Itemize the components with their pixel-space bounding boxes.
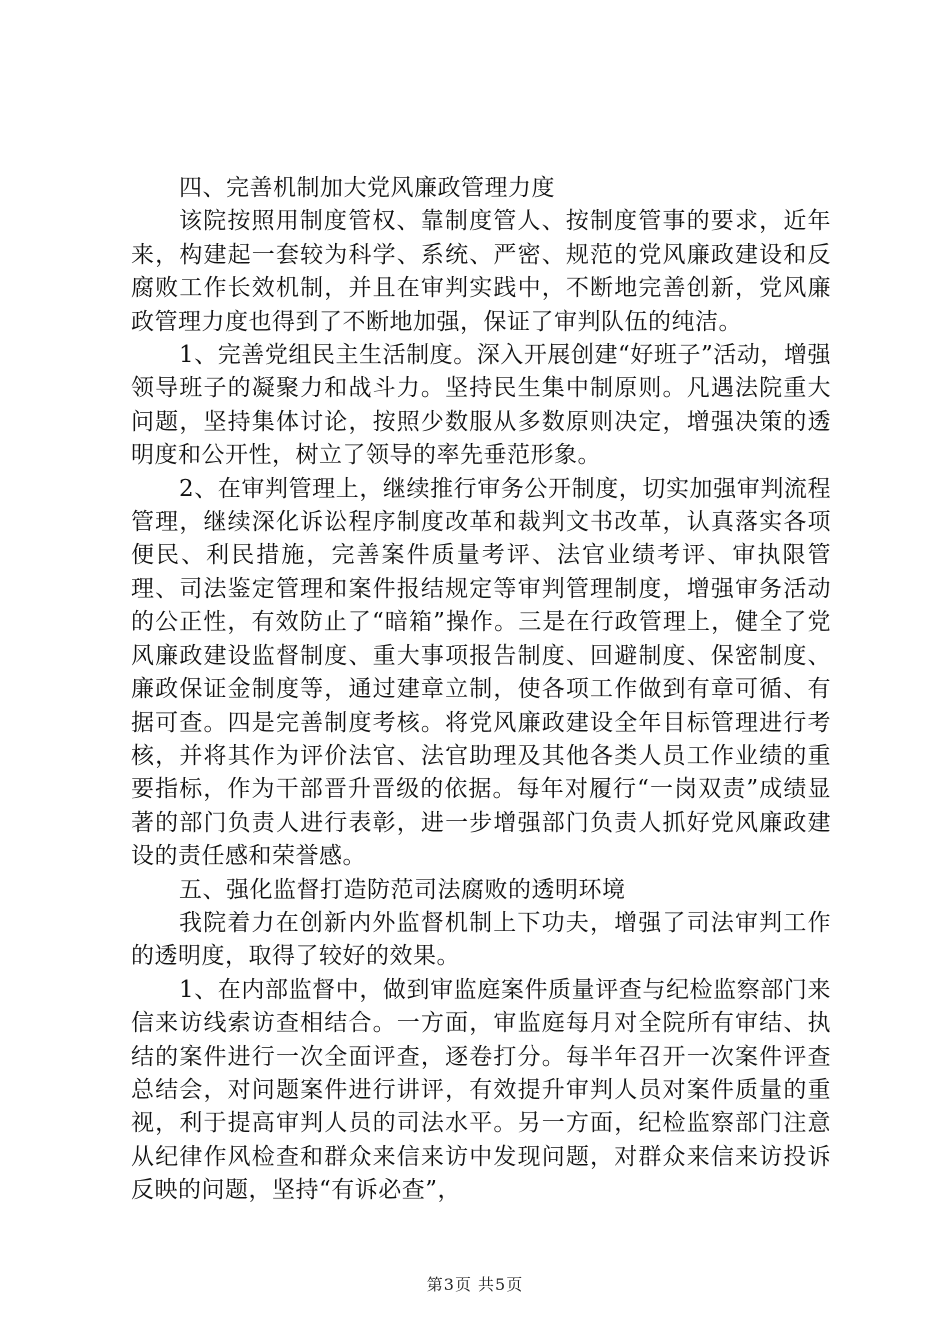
body-paragraph: 1、在内部监督中，做到审监庭案件质量评查与纪检监察部门来信来访线索访查相结合。一方面，审监庭每月对全院所有审结、执结的案件进行一次全面评查，逐卷打分。每半年召开一次案件评查总结会，对问题案件进行讲评，有效提升审判人员对案件质量的重视，利于提高审判人员的司法水平。另一方面，纪检监察部门注意从纪律作风检查和群众来信来访中发现问题，对群众来信来访投诉反映的问题，坚持“有诉必查”， bbox=[131, 976, 831, 1204]
document-body bbox=[131, 172, 831, 1208]
page-footer: 第3页 共5页 bbox=[426, 1275, 524, 1294]
body-paragraph: 我院着力在创新内外监督机制上下功夫，增强了司法审判工作的透明度，取得了较好的效果。 bbox=[131, 909, 831, 970]
section-heading-4: 四、完善机制加大党风廉政管理力度 bbox=[179, 175, 555, 201]
section-heading-5: 五、强化监督打造防范司法腐败的透明环境 bbox=[179, 876, 626, 903]
body-paragraph: 1、完善党组民主生活制度。深入开展创建“好班子”活动，增强领导班子的凝聚力和战斗力。坚持民生集中制原则。凡遇法院重大问题，坚持集体讨论，按照少数服从多数原则决定，增强决策的透明度和公开性，树立了领导的率先垂范形象。 bbox=[131, 342, 831, 469]
body-paragraph: 2、在审判管理上，继续推行审务公开制度，切实加强审判流程管理，继续深化诉讼程序制度改革和裁判文书改革，认真落实各项便民、利民措施，完善案件质量考评、法官业绩考评、审执限管理、司法鉴定管理和案件报结规定等审判管理制度，增强审务活动的公正性，有效防止了“暗箱”操作。三是在行政管理上，健全了党风廉政建设监督制度、重大事项报告制度、回避制度、保密制度、廉政保证金制度等，通过建章立制，使各项工作做到有章可循、有据可查。四是完善制度考核。将党风廉政建设全年目标管理进行考核，并将其作为评价法官、法官助理及其他各类人员工作业绩的重要指标，作为干部晋升晋级的依据。每年对履行“一岗双责”成绩显著的部门负责人进行表彰，进一步增强部门负责人抓好党风廉政建设的责任感和荣誉感。 bbox=[131, 475, 831, 870]
body-paragraph: 该院按照用制度管权、靠制度管人、按制度管事的要求，近年来，构建起一套较为科学、系统、严密、规范的党风廉政建设和反腐败工作长效机制，并且在审判实践中，不断地完善创新，党风廉政管理力度也得到了不断地加强，保证了审判队伍的纯洁。 bbox=[131, 208, 831, 335]
